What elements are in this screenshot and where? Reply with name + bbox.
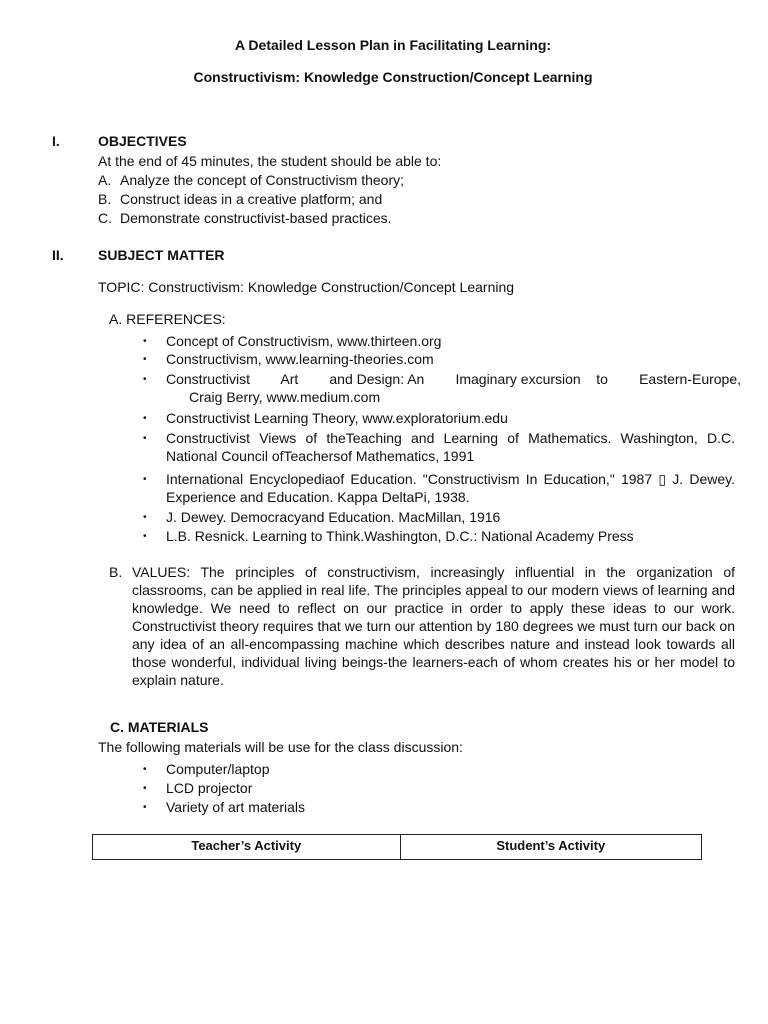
references-heading: A. REFERENCES: [109, 311, 226, 327]
values-label: B. [109, 564, 123, 580]
section-heading-objectives: OBJECTIVES [98, 133, 187, 149]
bullet-icon: • [143, 531, 147, 542]
bullet-icon: • [143, 354, 147, 365]
reference-item: Constructivist Views of theTeaching and Learning of Mathematics. Washington, D.C. National Council ofTeachersof Mathematics, 1991 [166, 430, 735, 464]
bullet-icon: • [143, 512, 147, 523]
reference-item: Constructivism, www.learning-theories.com [166, 351, 434, 367]
objective-item [98, 190, 382, 208]
objectives-intro: At the end of 45 minutes, the student should be able to: [98, 153, 442, 169]
objective-item [98, 209, 392, 227]
document-title: A Detailed Lesson Plan in Facilitating Learning: [234, 37, 552, 53]
objective-letter: A. [98, 172, 112, 188]
section-number-subject-matter: II. [52, 247, 64, 263]
bullet-icon: • [143, 764, 147, 775]
objective-text: Construct ideas in a creative platform; and [120, 191, 383, 207]
materials-heading: C. MATERIALS [110, 719, 209, 735]
topic-line: TOPIC: Constructivism: Knowledge Construction/Concept Learning [98, 279, 515, 295]
bullet-icon: • [143, 336, 147, 347]
objective-letter: B. [98, 191, 112, 207]
reference-item: International Encyclopediaof Education. "Constructivism In Education," 1987 ▯ J. Dewey. Experience and Education. Kappa DeltaPi, 1938. [166, 471, 735, 505]
objective-letter: C. [98, 210, 112, 226]
teacher-activity-header: Teacher’s Activity [93, 835, 401, 860]
bullet-icon: • [143, 433, 147, 444]
student-activity-header: Student’s Activity [400, 835, 701, 860]
reference-item: Concept of Constructivism, www.thirteen.org [166, 333, 442, 349]
section-number-objectives: I. [52, 133, 60, 149]
reference-item: Constructivist Art and Design: An Imaginary excursion to Eastern-Europe, [166, 371, 742, 387]
material-item: Variety of art materials [166, 799, 306, 815]
reference-item-continuation: Craig Berry, www.medium.com [189, 389, 381, 405]
values-text: VALUES: The principles of constructivism, increasingly influential in the organization of classrooms, can be applied in real life. The principles appeal to our modern views of learning and knowledge. We need to reflect on our practice in order to apply these ideas to our work. Constructivist theory requires that we turn our attention by 180 degrees we must turn our back on any idea of an all-encompassing machine which describes nature and instead look towards all those wonderful, individual living beings-the learners-each of whom creates his or her model to explain nature. [132, 564, 735, 688]
reference-item: Constructivist Learning Theory, www.exploratorium.edu [166, 410, 508, 426]
section-heading-subject-matter: SUBJECT MATTER [98, 247, 225, 263]
document-subtitle: Constructivism: Knowledge Construction/Concept Learning [193, 69, 593, 85]
bullet-icon: • [143, 474, 147, 485]
bullet-icon: • [143, 802, 147, 813]
bullet-icon: • [143, 374, 147, 385]
materials-intro: The following materials will be use for the class discussion: [98, 739, 463, 755]
values-block [109, 563, 735, 689]
activity-table [92, 834, 702, 860]
objective-text: Analyze the concept of Constructivism theory; [120, 172, 405, 188]
material-item: Computer/laptop [166, 761, 270, 777]
reference-item: L.B. Resnick. Learning to Think.Washington, D.C.: National Academy Press [166, 528, 634, 544]
objective-text: Demonstrate constructivist-based practices. [120, 210, 392, 226]
table-header-row [93, 835, 702, 860]
material-item: LCD projector [166, 780, 253, 796]
reference-item: J. Dewey. Democracyand Education. MacMillan, 1916 [166, 509, 501, 525]
bullet-icon: • [143, 413, 147, 424]
objective-item [98, 171, 404, 189]
bullet-icon: • [143, 783, 147, 794]
